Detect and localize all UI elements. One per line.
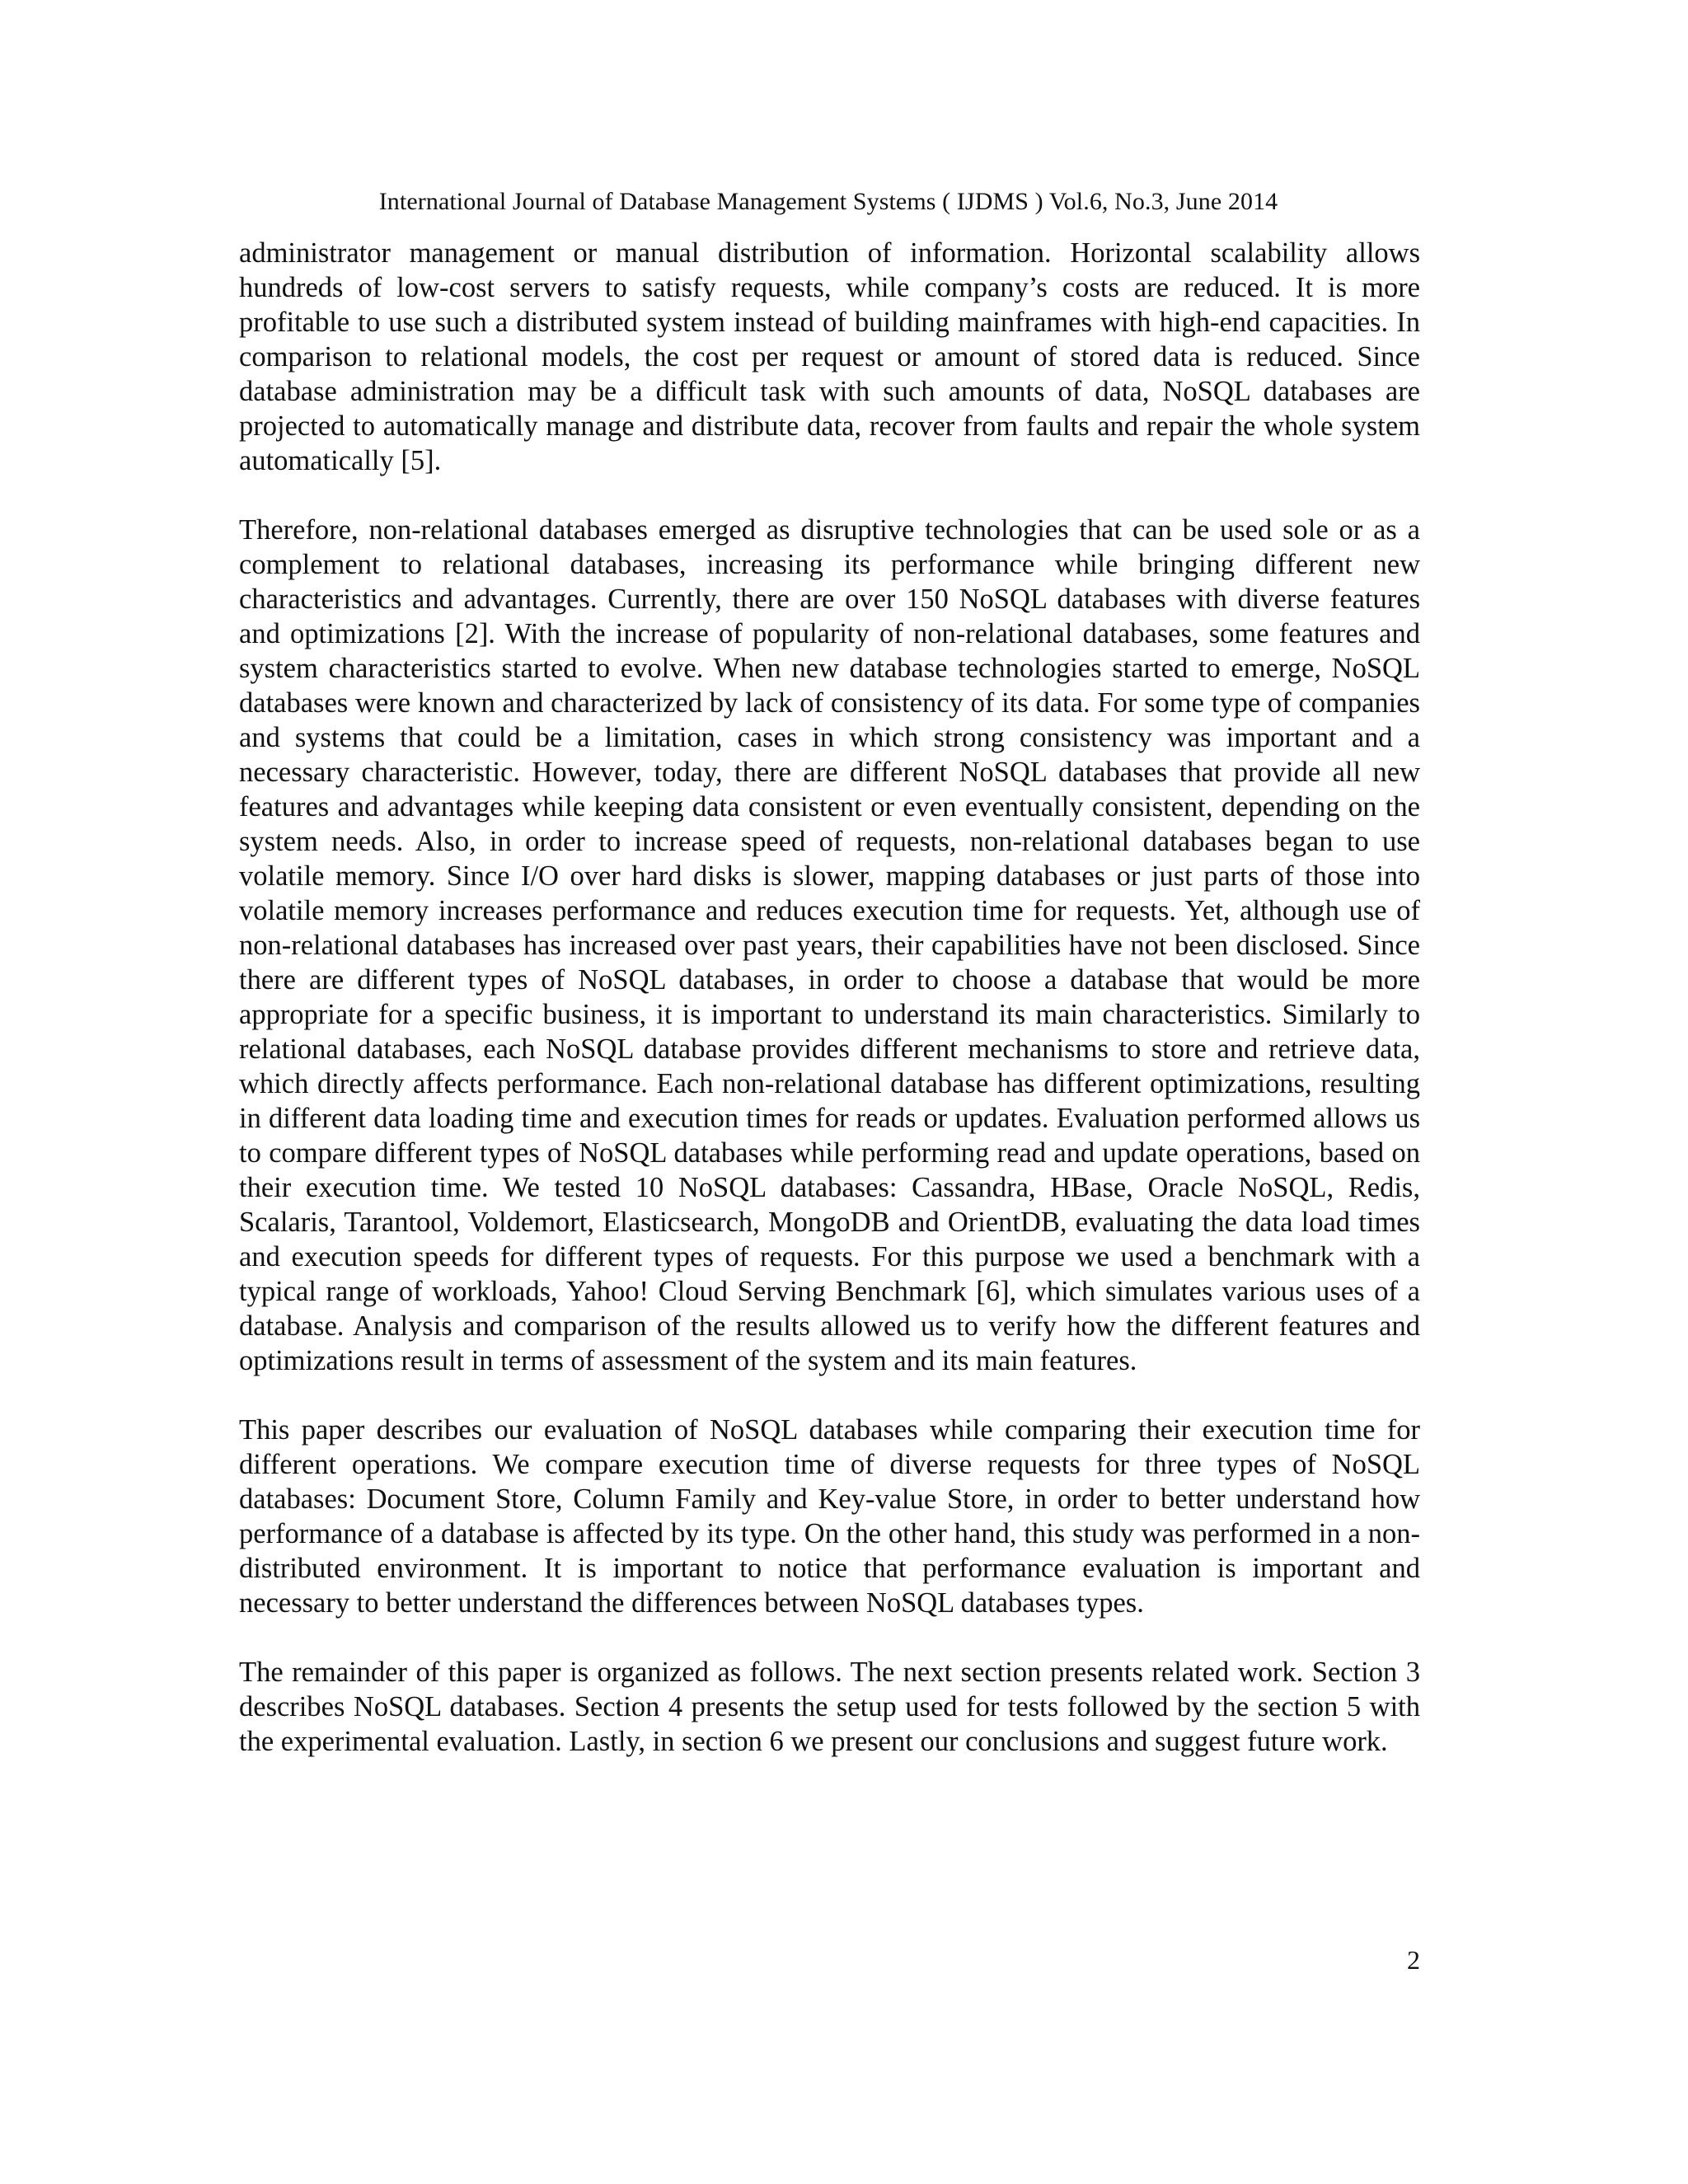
paragraph-nosql-evolution: Therefore, non-relational databases emerged as disruptive technologies that can be used sole or as a complement to relational databases, increasing its performance while bringing different new characteristics and advantages. Currently, there are over 150 NoSQL databases with diverse features and optimizations [2]. With the increase of popularity of non-relational databases, some features and system characteristics started to evolve. When new database technologies started to emerge, NoSQL databases were known and characterized by lack of consistency of its data. For some type of companies and systems that could be a limitation, cases in which strong consistency was important and a necessary characteristic. However, today, there are different NoSQL databases that provide all new features and advantages while keeping data consistent or even eventually consistent, depending on the system needs. Also, in order to increase speed of requests, non-relational databases began to use volatile memory. Since I/O over hard disks is slower, mapping databases or just parts of those into volatile memory increases performance and reduces execution time for requests. Yet, although use of non-relational databases has increased over past years, their capabilities have not been disclosed. Since there are different types of NoSQL databases, in order to choose a database that would be more appropriate for a specific business, it is important to understand its main characteristics. Similarly to relational databases, each NoSQL database provides different mechanisms to store and retrieve data, which directly affects performance. Each non-relational database has different optimizations, resulting in different data loading time and execution times for reads or updates. Evaluation performed allows us to compare different types of NoSQL databases while performing read and update operations, based on their execution time. We tested 10 NoSQL databases: Cassandra, HBase, Oracle NoSQL, Redis, Scalaris, Tarantool, Voldemort, Elasticsearch, MongoDB and OrientDB, evaluating the data load times and execution speeds for different types of requests. For this purpose we used a benchmark with a typical range of workloads, Yahoo! Cloud Serving Benchmark [6], which simulates various uses of a database. Analysis and comparison of the results allowed us to verify how the different features and optimizations result in terms of assessment of the system and its main features.: [239, 514, 1420, 1376]
paragraph-scalability: administrator management or manual distribution of information. Horizontal scalability allows hundreds of low-cost servers to satisfy requests, while company’s costs are reduced. It is more profitable to use such a distributed system instead of building mainframes with high-end capacities. In comparison to relational models, the cost per request or amount of stored data is reduced. Since database administration may be a difficult task with such amounts of data, NoSQL databases are projected to automatically manage and distribute data, recover from faults and repair the whole system automatically [5].: [239, 237, 1420, 476]
page-number: 2: [1407, 1945, 1420, 1975]
running-header: International Journal of Database Management Systems ( IJDMS ) Vol.6, No.3, June 2014: [378, 188, 1278, 215]
paragraph-paper-organization: The remainder of this paper is organized as follows. The next section presents related work. Section 3 describes NoSQL databases. Section 4 presents the setup used for tests followed by the section 5 with the experimental evaluation. Lastly, in section 6 we present our conclusions and suggest future work.: [239, 1657, 1420, 1757]
paragraph-paper-evaluation: This paper describes our evaluation of NoSQL databases while comparing their execution time for different operations. We compare execution time of diverse requests for three types of NoSQL databases: Document Store, Column Family and Key-value Store, in order to better understand how performance of a database is affected by its type. On the other hand, this study was performed in a non-distributed environment. It is important to notice that performance evaluation is important and necessary to better understand the differences between NoSQL databases types.: [239, 1414, 1420, 1619]
body-text: [239, 236, 1420, 1759]
